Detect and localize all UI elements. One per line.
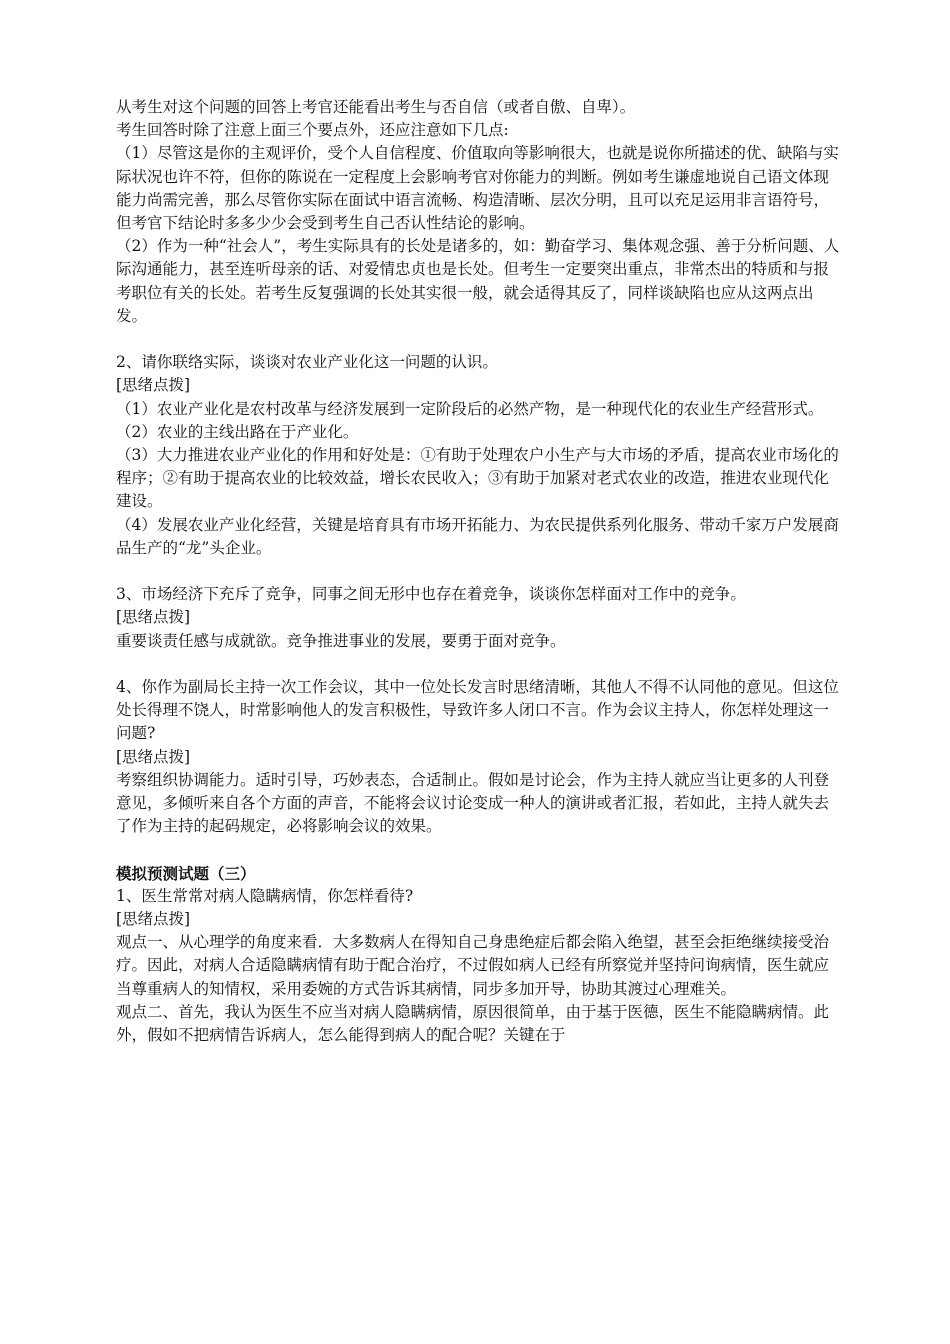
paragraph-gap bbox=[116, 328, 840, 351]
paragraph-gap bbox=[116, 653, 840, 676]
hint-label: [思绪点拨] bbox=[116, 376, 191, 395]
paragraph: （2）作为一种“社会人”，考生实际具有的长处是诸多的，如：勤奋学习、集体观念强、善于分析问题、人际沟通能力，甚至连听母亲的话、对爱情忠贞也是长处。但考生一定要突出重点，非常杰出的特质和与报考职位有关的长处。若考生反复强调的长处其实很一般，就会适得其反了，同样谈缺陷也应从这两点出发。 bbox=[116, 237, 840, 325]
section-title: 模拟预测试题（三） bbox=[116, 863, 256, 883]
paragraph: 观点一、从心理学的角度来看．大多数病人在得知自己身患绝症后都会陷入绝望，甚至会拒绝继续接受治疗。因此，对病人合适隐瞒病情有助于配合治疗，不过假如病人已经有所察觉并坚持问询病情，医生就应当尊重病人的知情权，采用委婉的方式告诉其病情，同步多加开导，协助其渡过心理难关。 bbox=[116, 933, 830, 998]
paragraph: 重要谈责任感与成就欲。竞争推进事业的发展，要勇于面对竞争。 bbox=[116, 631, 566, 650]
paragraph: 考生回答时除了注意上面三个要点外，还应注意如下几点: bbox=[116, 121, 509, 140]
paragraph: （2）农业的主线出路在于产业化。 bbox=[116, 422, 359, 441]
question-3: 3、市场经济下充斥了竞争，同事之间无形中也存在着竞争，谈谈你怎样面对工作中的竞争。 bbox=[116, 585, 746, 604]
paragraph: （1）农业产业化是农村改革与经济发展到一定阶段后的必然产物，是一种现代化的农业生产经营形式。 bbox=[116, 399, 824, 418]
paragraph: （3）大力推进农业产业化的作用和好处是：①有助于处理农户小生产与大市场的矛盾，提高农业市场化的程序；②有助于提高农业的比较效益，增长农民收入；③有助于加紧对老式农业的改造，推进农业现代化建设。 bbox=[116, 446, 839, 511]
question-4: 4、你作为副局长主持一次工作会议，其中一位处长发言时思绪清晰，其他人不得不认同他的意见。但这位处长得理不饶人，时常影响他人的发言积极性，导致许多人闭口不言。作为会议主持人，你怎样处理这一问题? bbox=[116, 678, 839, 743]
paragraph: 观点二、首先，我认为医生不应当对病人隐瞒病情，原因很简单，由于基于医德，医生不能隐瞒病情。此外，假如不把病情告诉病人，怎么能得到病人的配合呢？关键在于 bbox=[116, 1002, 830, 1045]
paragraph: 从考生对这个问题的回答上考官还能看出考生与否自信（或者自傲、自卑）。 bbox=[116, 98, 636, 116]
hint-label: [思绪点拨] bbox=[116, 747, 191, 766]
paragraph: （4）发展农业产业化经营，关键是培育具有市场开拓能力、为农民提供系列化服务、带动千家万户发展商品生产的“龙”头企业。 bbox=[116, 515, 839, 557]
question-1: 1、医生常常对病人隐瞒病情，你怎样看待? bbox=[116, 886, 414, 905]
hint-label: [思绪点拨] bbox=[116, 608, 191, 627]
document-page bbox=[116, 96, 840, 1047]
paragraph: 考察组织协调能力。适时引导，巧妙表态，合适制止。假如是讨论会，作为主持人就应当让更多的人刊登意见，多倾听来自各个方面的声音，不能将会议讨论变成一种人的演讲或者汇报，若如此，主持人就失去了作为主持的起码规定，必将影响会议的效果。 bbox=[116, 770, 830, 836]
paragraph: （1）尽管这是你的主观评价，受个人自信程度、价值取向等影响很大，也就是说你所描述的优、缺陷与实际状况也许不符，但你的陈说在一定程度上会影响考官对你能力的判断。例如考生谦虚地说自己语文体现能力尚需完善，那么尽管你实际在面试中语言流畅、构造清晰、层次分明，且可以充足运用非言语符号，但考官下结论时多多少少会受到考生自己否认性结论的影响。 bbox=[116, 144, 839, 233]
paragraph-gap bbox=[116, 560, 840, 583]
hint-label: [思绪点拨] bbox=[116, 910, 191, 929]
question-2: 2、请你联络实际，谈谈对农业产业化这一问题的认识。 bbox=[116, 353, 498, 372]
paragraph-gap bbox=[116, 838, 840, 861]
